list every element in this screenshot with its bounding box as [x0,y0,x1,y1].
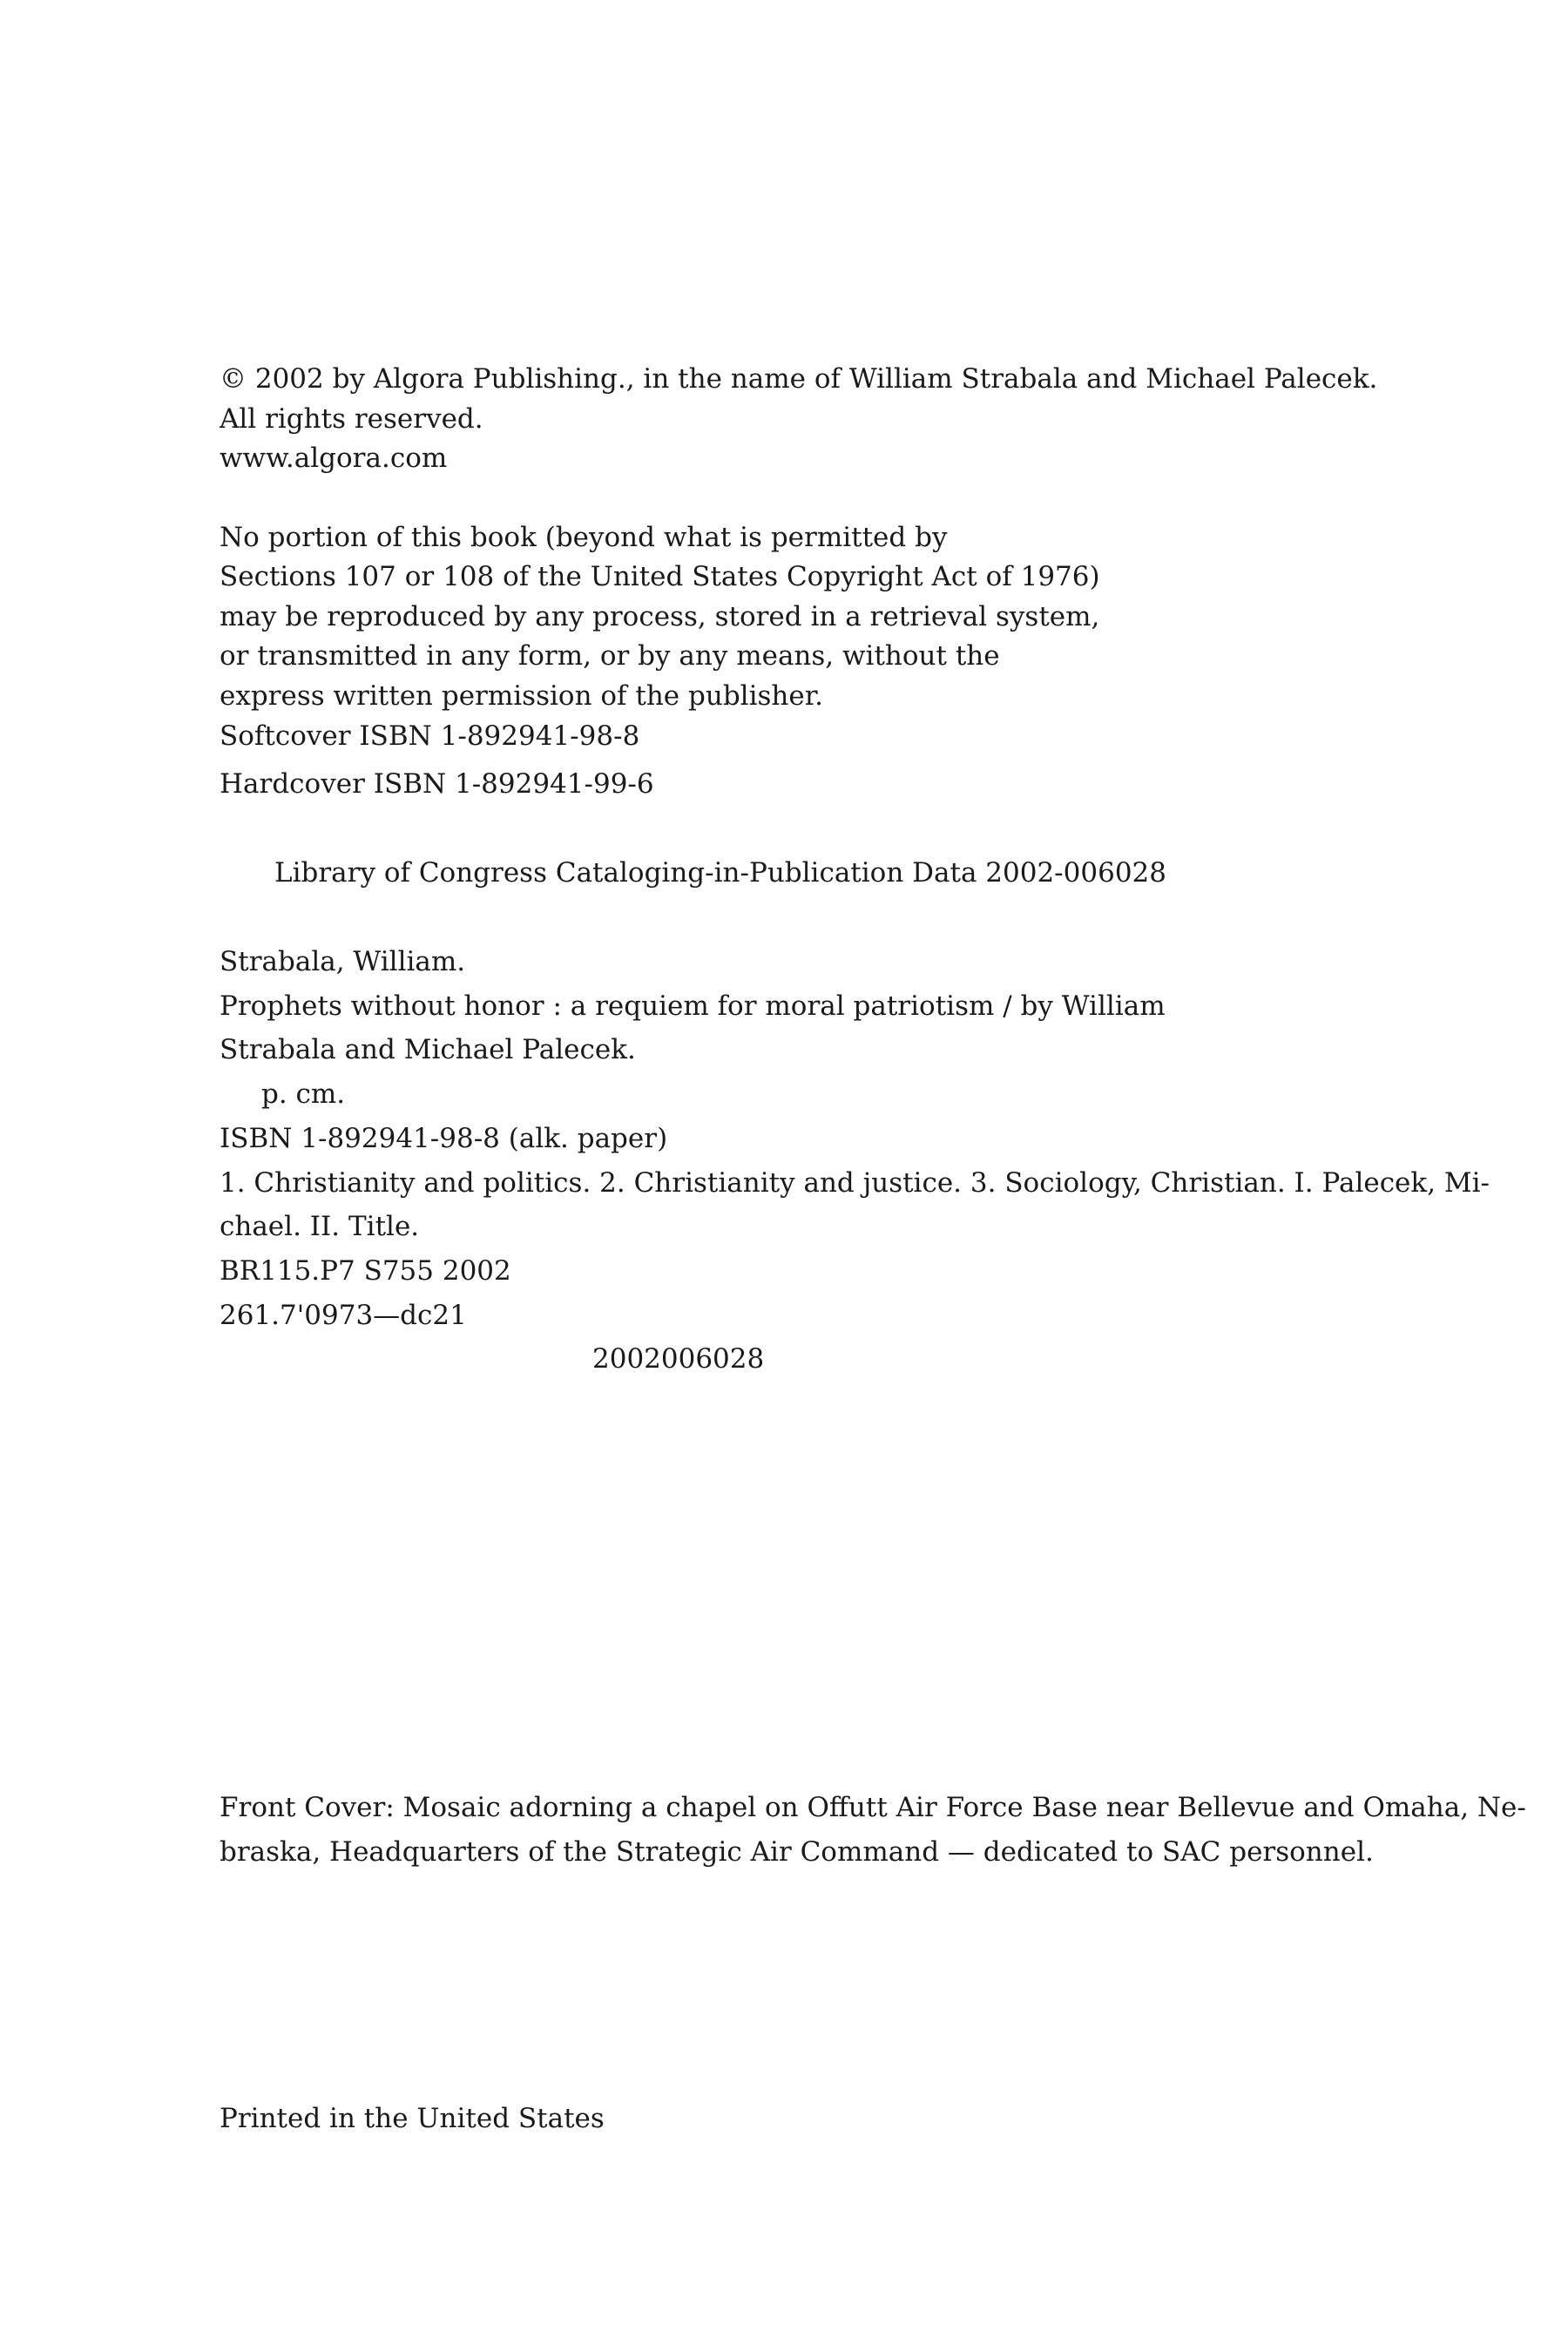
permission-line-4: or transmitted in any form, or by any means, without the [220,640,1000,672]
rights-reserved: All rights reserved. [220,403,483,435]
permission-line-3: may be reproduced by any process, stored in a retrieval system, [220,601,1100,632]
cover-note-line-2: braska, Headquarters of the Strategic Air Command — dedicated to SAC personnel. [220,1836,1374,1868]
cip-subjects-line-1: 1. Christianity and politics. 2. Christianity and justice. 3. Sociology, Christian. I. Palecek, Mi- [220,1167,1490,1199]
cover-note-line-1: Front Cover: Mosaic adorning a chapel on Offutt Air Force Base near Bellevue and Omaha, Ne- [220,1792,1526,1823]
cip-author: Strabala, William. [220,946,466,977]
cip-isbn-note: ISBN 1-892941-98-8 (alk. paper) [220,1123,668,1154]
cip-subjects-line-2: chael. II. Title. [220,1211,420,1242]
cip-pages: p. cm. [261,1078,346,1110]
permission-line-5: express written permission of the publisher. [220,680,823,712]
publisher-website: www.algora.com [220,443,448,474]
copyright-notice: © 2002 by Algora Publishing., in the name of William Strabala and Michael Palecek. [220,363,1378,395]
printed-in: Printed in the United States [220,2103,605,2134]
permission-line-1: No portion of this book (beyond what is permitted by [220,522,948,553]
isbn-softcover: Softcover ISBN 1-892941-98-8 [220,720,640,752]
isbn-hardcover: Hardcover ISBN 1-892941-99-6 [220,768,654,800]
cip-lc-class: BR115.P7 S755 2002 [220,1255,511,1287]
cip-title-line-1: Prophets without honor : a requiem for moral patriotism / by William [220,990,1166,1022]
cip-heading: Library of Congress Cataloging-in-Publication Data 2002-006028 [274,857,1166,889]
cip-lccn: 2002006028 [592,1343,765,1375]
cip-dewey: 261.7'0973—dc21 [220,1300,467,1331]
permission-line-2: Sections 107 or 108 of the United States Copyright Act of 1976) [220,561,1100,592]
cip-title-line-2: Strabala and Michael Palecek. [220,1034,636,1065]
